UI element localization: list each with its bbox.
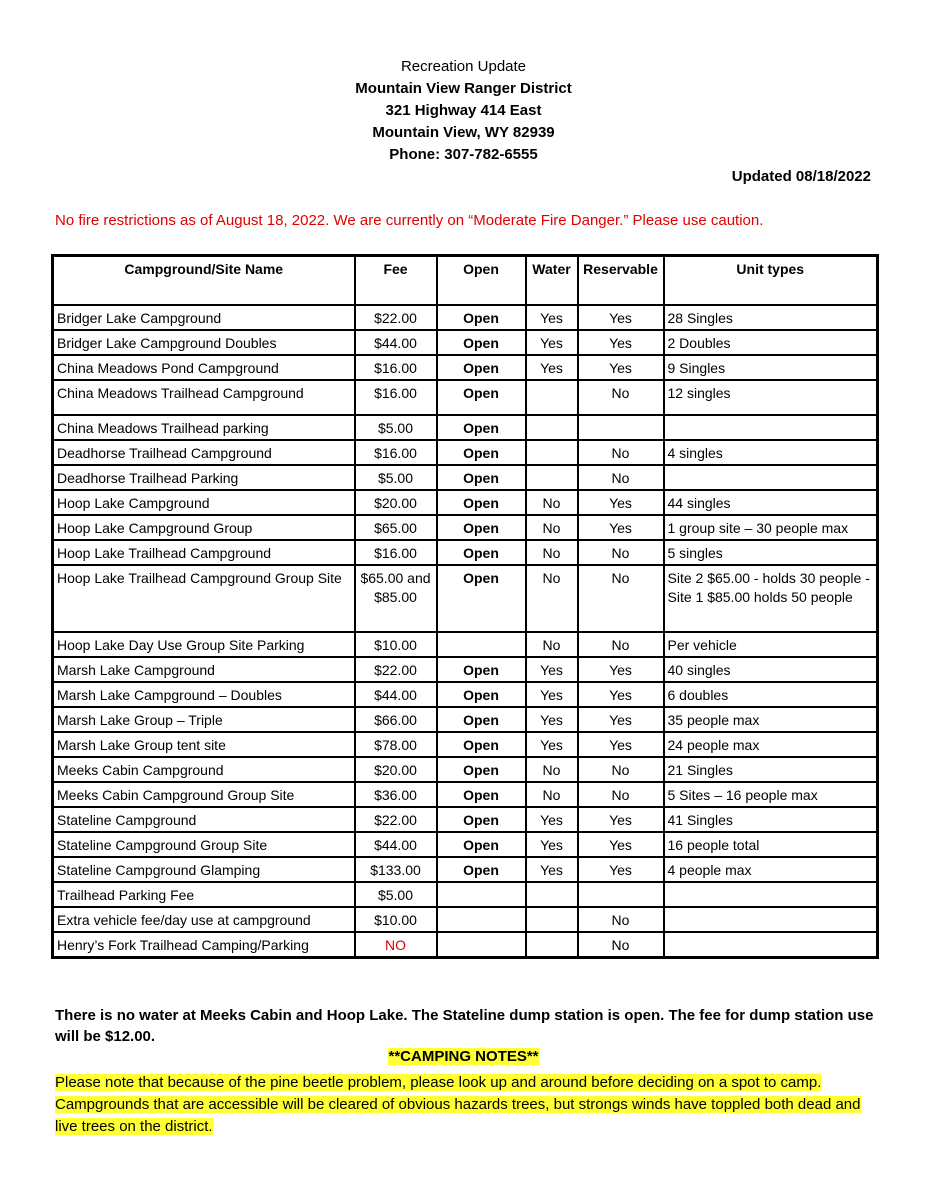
water-cell bbox=[526, 907, 578, 932]
fee-cell: $22.00 bbox=[355, 305, 437, 330]
unit-types-cell: 5 Sites – 16 people max bbox=[664, 782, 878, 807]
site-name-cell: Hoop Lake Trailhead Campground bbox=[53, 540, 355, 565]
open-cell: Open bbox=[437, 732, 526, 757]
fee-cell: NO bbox=[355, 932, 437, 958]
reservable-cell: Yes bbox=[578, 682, 664, 707]
unit-types-cell: 2 Doubles bbox=[664, 330, 878, 355]
water-cell: No bbox=[526, 632, 578, 657]
water-cell: No bbox=[526, 540, 578, 565]
site-name-cell: Marsh Lake Campground – Doubles bbox=[53, 682, 355, 707]
water-cell: No bbox=[526, 757, 578, 782]
reservable-cell: No bbox=[578, 757, 664, 782]
site-name-cell: Henry’s Fork Trailhead Camping/Parking bbox=[53, 932, 355, 958]
fee-cell: $133.00 bbox=[355, 857, 437, 882]
header-address bbox=[0, 100, 927, 122]
reservable-cell: No bbox=[578, 565, 664, 632]
camping-notes-body-text: Please note that because of the pine beetle problem, please look up and around before deciding on a spot to camp. Campgrounds that are accessible will be cleared of obvious hazards trees, but strongs winds have toppled both dead and live trees on the district. bbox=[55, 1074, 861, 1135]
table-row bbox=[53, 330, 878, 355]
reservable-cell: Yes bbox=[578, 330, 664, 355]
water-cell: No bbox=[526, 515, 578, 540]
reservable-cell: Yes bbox=[578, 515, 664, 540]
open-cell: Open bbox=[437, 807, 526, 832]
table-body bbox=[53, 305, 878, 958]
reservable-cell bbox=[578, 415, 664, 440]
reservable-cell: No bbox=[578, 932, 664, 958]
column-header: Unit types bbox=[664, 256, 878, 306]
open-cell bbox=[437, 932, 526, 958]
reservable-cell: No bbox=[578, 540, 664, 565]
water-cell: Yes bbox=[526, 657, 578, 682]
reservable-cell: Yes bbox=[578, 305, 664, 330]
site-name-cell: Meeks Cabin Campground bbox=[53, 757, 355, 782]
unit-types-cell: Per vehicle bbox=[664, 632, 878, 657]
site-name-cell: Hoop Lake Day Use Group Site Parking bbox=[53, 632, 355, 657]
fee-cell: $66.00 bbox=[355, 707, 437, 732]
fee-cell: $10.00 bbox=[355, 907, 437, 932]
site-name-cell: Hoop Lake Campground Group bbox=[53, 515, 355, 540]
fee-cell: $20.00 bbox=[355, 490, 437, 515]
site-name-cell: Extra vehicle fee/day use at campground bbox=[53, 907, 355, 932]
table-row bbox=[53, 882, 878, 907]
site-name-cell: Stateline Campground Glamping bbox=[53, 857, 355, 882]
camping-notes-title bbox=[0, 1048, 927, 1065]
water-cell bbox=[526, 415, 578, 440]
camping-notes-body bbox=[55, 1072, 885, 1138]
open-cell: Open bbox=[437, 515, 526, 540]
open-cell: Open bbox=[437, 857, 526, 882]
reservable-cell: Yes bbox=[578, 857, 664, 882]
open-cell: Open bbox=[437, 540, 526, 565]
reservable-cell bbox=[578, 882, 664, 907]
reservable-cell: No bbox=[578, 465, 664, 490]
open-cell bbox=[437, 907, 526, 932]
open-cell: Open bbox=[437, 415, 526, 440]
fee-cell: $65.00 and $85.00 bbox=[355, 565, 437, 632]
unit-types-cell: 4 people max bbox=[664, 857, 878, 882]
open-cell: Open bbox=[437, 380, 526, 415]
unit-types-cell: 9 Singles bbox=[664, 355, 878, 380]
header-title bbox=[0, 56, 927, 78]
unit-types-cell: 40 singles bbox=[664, 657, 878, 682]
table-row bbox=[53, 415, 878, 440]
fee-cell: $10.00 bbox=[355, 632, 437, 657]
unit-types-cell bbox=[664, 415, 878, 440]
open-cell: Open bbox=[437, 465, 526, 490]
table-row bbox=[53, 632, 878, 657]
unit-types-cell: 44 singles bbox=[664, 490, 878, 515]
fire-notice: No fire restrictions as of August 18, 2022. We are currently on “Moderate Fire Danger.” Please use caution. bbox=[55, 212, 764, 229]
water-cell: Yes bbox=[526, 832, 578, 857]
table-row bbox=[53, 807, 878, 832]
open-cell: Open bbox=[437, 757, 526, 782]
reservable-cell: No bbox=[578, 907, 664, 932]
table-row bbox=[53, 757, 878, 782]
open-cell: Open bbox=[437, 682, 526, 707]
water-cell: Yes bbox=[526, 305, 578, 330]
fee-cell: $5.00 bbox=[355, 415, 437, 440]
column-header: Open bbox=[437, 256, 526, 306]
table-row bbox=[53, 565, 878, 632]
water-cell bbox=[526, 465, 578, 490]
reservable-cell: Yes bbox=[578, 807, 664, 832]
open-cell: Open bbox=[437, 832, 526, 857]
site-name-cell: Hoop Lake Trailhead Campground Group Site bbox=[53, 565, 355, 632]
table-row bbox=[53, 682, 878, 707]
unit-types-cell: 21 Singles bbox=[664, 757, 878, 782]
unit-types-cell: 4 singles bbox=[664, 440, 878, 465]
fee-cell: $20.00 bbox=[355, 757, 437, 782]
fee-cell: $65.00 bbox=[355, 515, 437, 540]
table-row bbox=[53, 440, 878, 465]
table-row bbox=[53, 515, 878, 540]
site-name-cell: Marsh Lake Group tent site bbox=[53, 732, 355, 757]
site-name-cell: Trailhead Parking Fee bbox=[53, 882, 355, 907]
water-cell: No bbox=[526, 565, 578, 632]
water-cell: Yes bbox=[526, 707, 578, 732]
unit-types-cell: 1 group site – 30 people max bbox=[664, 515, 878, 540]
table-row bbox=[53, 707, 878, 732]
unit-types-cell: 16 people total bbox=[664, 832, 878, 857]
water-cell: Yes bbox=[526, 857, 578, 882]
table-row bbox=[53, 857, 878, 882]
open-cell bbox=[437, 632, 526, 657]
open-cell: Open bbox=[437, 782, 526, 807]
unit-types-cell bbox=[664, 932, 878, 958]
site-name-cell: Marsh Lake Campground bbox=[53, 657, 355, 682]
unit-types-cell: 5 singles bbox=[664, 540, 878, 565]
fee-cell: $22.00 bbox=[355, 807, 437, 832]
water-cell: Yes bbox=[526, 732, 578, 757]
reservable-cell: Yes bbox=[578, 355, 664, 380]
column-header: Fee bbox=[355, 256, 437, 306]
reservable-cell: Yes bbox=[578, 657, 664, 682]
water-cell bbox=[526, 882, 578, 907]
open-cell: Open bbox=[437, 330, 526, 355]
fee-cell: $78.00 bbox=[355, 732, 437, 757]
water-cell: Yes bbox=[526, 807, 578, 832]
water-cell: No bbox=[526, 782, 578, 807]
site-name-cell: Stateline Campground bbox=[53, 807, 355, 832]
camping-notes-title-text: **CAMPING NOTES** bbox=[388, 1048, 539, 1065]
table-row bbox=[53, 907, 878, 932]
header-line-5: Phone: 307-782-6555 bbox=[389, 146, 538, 163]
open-cell: Open bbox=[437, 707, 526, 732]
fee-cell: $44.00 bbox=[355, 832, 437, 857]
table-row bbox=[53, 657, 878, 682]
header-phone bbox=[0, 144, 927, 166]
header-line-4: Mountain View, WY 82939 bbox=[372, 124, 555, 141]
site-name-cell: Bridger Lake Campground bbox=[53, 305, 355, 330]
table-row bbox=[53, 932, 878, 958]
site-name-cell: China Meadows Trailhead parking bbox=[53, 415, 355, 440]
table-row bbox=[53, 732, 878, 757]
table-row bbox=[53, 465, 878, 490]
fee-cell: $5.00 bbox=[355, 465, 437, 490]
site-name-cell: Deadhorse Trailhead Campground bbox=[53, 440, 355, 465]
fee-cell: $16.00 bbox=[355, 440, 437, 465]
fee-cell: $36.00 bbox=[355, 782, 437, 807]
column-header: Reservable bbox=[578, 256, 664, 306]
site-name-cell: China Meadows Pond Campground bbox=[53, 355, 355, 380]
unit-types-cell: 41 Singles bbox=[664, 807, 878, 832]
site-name-cell: Meeks Cabin Campground Group Site bbox=[53, 782, 355, 807]
table-header-row bbox=[53, 256, 878, 306]
header-city bbox=[0, 122, 927, 144]
unit-types-cell: Site 2 $65.00 - holds 30 people - Site 1 $85.00 holds 50 people bbox=[664, 565, 878, 632]
fee-cell: $5.00 bbox=[355, 882, 437, 907]
reservable-cell: No bbox=[578, 632, 664, 657]
column-header: Campground/Site Name bbox=[53, 256, 355, 306]
unit-types-cell: 12 singles bbox=[664, 380, 878, 415]
unit-types-cell: 6 doubles bbox=[664, 682, 878, 707]
open-cell: Open bbox=[437, 355, 526, 380]
header-line-3: 321 Highway 414 East bbox=[385, 102, 542, 119]
header-line-2: Mountain View Ranger District bbox=[355, 80, 572, 97]
open-cell: Open bbox=[437, 440, 526, 465]
table-row bbox=[53, 832, 878, 857]
unit-types-cell bbox=[664, 465, 878, 490]
water-cell bbox=[526, 440, 578, 465]
water-cell: No bbox=[526, 490, 578, 515]
open-cell: Open bbox=[437, 657, 526, 682]
table-row bbox=[53, 540, 878, 565]
campground-table bbox=[51, 254, 879, 959]
fee-cell: $44.00 bbox=[355, 682, 437, 707]
unit-types-cell: 28 Singles bbox=[664, 305, 878, 330]
reservable-cell: No bbox=[578, 782, 664, 807]
reservable-cell: No bbox=[578, 380, 664, 415]
open-cell: Open bbox=[437, 565, 526, 632]
open-cell: Open bbox=[437, 305, 526, 330]
table-row bbox=[53, 355, 878, 380]
water-cell: Yes bbox=[526, 682, 578, 707]
site-name-cell: China Meadows Trailhead Campground bbox=[53, 380, 355, 415]
site-name-cell: Marsh Lake Group – Triple bbox=[53, 707, 355, 732]
reservable-cell: No bbox=[578, 440, 664, 465]
reservable-cell: Yes bbox=[578, 707, 664, 732]
table-row bbox=[53, 380, 878, 415]
site-name-cell: Hoop Lake Campground bbox=[53, 490, 355, 515]
fee-cell: $16.00 bbox=[355, 355, 437, 380]
unit-types-cell: 35 people max bbox=[664, 707, 878, 732]
site-name-cell: Stateline Campground Group Site bbox=[53, 832, 355, 857]
site-name-cell: Bridger Lake Campground Doubles bbox=[53, 330, 355, 355]
table-row bbox=[53, 305, 878, 330]
fee-cell: $16.00 bbox=[355, 380, 437, 415]
water-cell: Yes bbox=[526, 330, 578, 355]
open-cell bbox=[437, 882, 526, 907]
reservable-cell: Yes bbox=[578, 490, 664, 515]
header-district bbox=[0, 78, 927, 100]
fee-cell: $22.00 bbox=[355, 657, 437, 682]
reservable-cell: Yes bbox=[578, 832, 664, 857]
open-cell: Open bbox=[437, 490, 526, 515]
water-cell bbox=[526, 932, 578, 958]
reservable-cell: Yes bbox=[578, 732, 664, 757]
water-cell bbox=[526, 380, 578, 415]
fee-cell: $16.00 bbox=[355, 540, 437, 565]
site-name-cell: Deadhorse Trailhead Parking bbox=[53, 465, 355, 490]
updated-date: Updated 08/18/2022 bbox=[731, 168, 871, 185]
table-row bbox=[53, 782, 878, 807]
column-header: Water bbox=[526, 256, 578, 306]
fee-cell: $44.00 bbox=[355, 330, 437, 355]
unit-types-cell bbox=[664, 907, 878, 932]
unit-types-cell bbox=[664, 882, 878, 907]
header-line-1: Recreation Update bbox=[400, 58, 527, 75]
water-dump-note: There is no water at Meeks Cabin and Hoop Lake. The Stateline dump station is open. The fee for dump station use will be $12.00. bbox=[55, 1007, 874, 1045]
water-cell: Yes bbox=[526, 355, 578, 380]
table-row bbox=[53, 490, 878, 515]
unit-types-cell: 24 people max bbox=[664, 732, 878, 757]
